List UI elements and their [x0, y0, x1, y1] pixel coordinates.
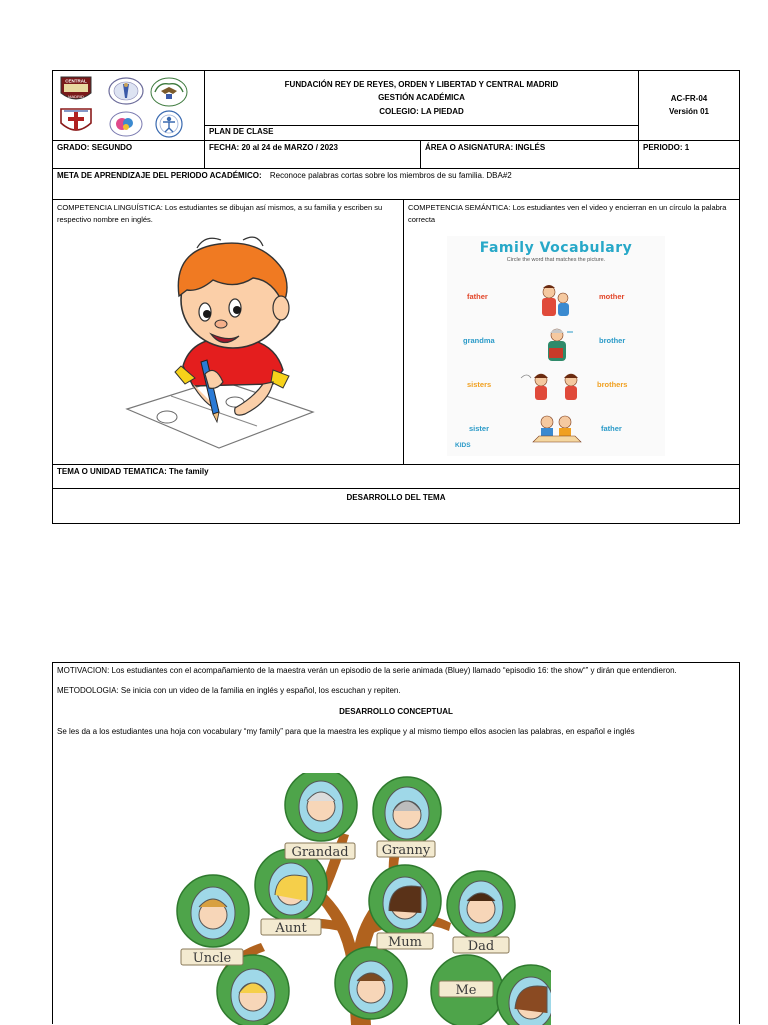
form-version: Versión 01 — [668, 106, 710, 116]
tree-label-mum: Mum — [387, 935, 423, 950]
tree-label-grandad: Grandad — [291, 845, 349, 860]
logos-area — [53, 71, 205, 140]
rey-de-reyes-seal — [107, 76, 145, 106]
tree-label-granny: Granny — [381, 843, 431, 858]
subject-cell: ÁREA O ASIGNATURA: INGLÉS — [421, 141, 639, 168]
school-oval-logo — [109, 111, 143, 137]
development-heading: DESARROLLO DEL TEMA — [346, 493, 446, 502]
info-row — [53, 141, 739, 169]
management-area: GESTIÓN ACADÉMICA — [378, 93, 465, 103]
inclusion-logo — [153, 109, 185, 139]
learning-goal-label: META DE APRENDIZAJE DEL PERIODO ACADÉMICO: — [57, 171, 262, 180]
period-cell: PERIODO: 1 — [643, 143, 690, 152]
reading-picture — [529, 412, 585, 448]
semantic-competency-text: COMPETENCIA SEMÁNTICA: Los estudiantes ven el video y encierran en un círculo la palabra correcta — [408, 203, 727, 224]
word-right: father — [601, 424, 622, 433]
tree-label-uncle: Uncle — [192, 951, 232, 966]
worksheet-brand: KIDS — [455, 442, 471, 449]
family-tree-illustration — [161, 773, 551, 1025]
worksheet-instruction-text: Se les da a los estudiantes una hoja con vocabulary “my family” para que la maestra les explique y al mismo tiempo ellos asocien las palabras, en español e inglés — [57, 726, 635, 736]
document-code — [639, 71, 739, 140]
siblings-picture — [517, 368, 597, 410]
orden-y-libertad-seal — [149, 76, 189, 108]
word-left: grandma — [463, 336, 495, 345]
worksheet-row — [447, 282, 665, 322]
word-right: brother — [599, 336, 626, 345]
tree-label-dad: Dad — [467, 939, 495, 954]
institution-titles — [205, 71, 638, 126]
learning-goal-text: Reconoce palabras cortas sobre los miembros de su familia. DBA#2 — [269, 171, 512, 180]
word-right: mother — [599, 292, 625, 301]
lesson-plan-table — [52, 70, 740, 524]
word-left: sister — [469, 424, 490, 433]
institution-name: FUNDACIÓN REY DE REYES, ORDEN Y LIBERTAD Y CENTRAL MADRID — [284, 79, 559, 89]
header-title-area — [205, 71, 639, 140]
grandma-picture — [539, 326, 575, 366]
worksheet-row — [447, 326, 665, 366]
topic-row — [53, 465, 739, 489]
linguistic-competency-text: COMPETENCIA LINGUÍSTICA: Los estudiantes se dibujan así mismos, a su familia y escriben su respectivo nombre en inglés. — [57, 203, 383, 224]
word-right: brothers — [597, 380, 628, 389]
competencies-row — [53, 200, 739, 465]
plan-label: PLAN DE CLASE — [209, 127, 274, 136]
family-vocabulary-worksheet — [447, 236, 665, 456]
linguistic-competency-cell — [53, 200, 404, 464]
logo-text-top: CENTRAL — [65, 78, 87, 84]
school-name: COLEGIO: LA PIEDAD — [379, 106, 464, 116]
logo-text-bottom: MADRID — [68, 94, 84, 99]
word-left: father — [467, 292, 488, 301]
word-left: sisters — [467, 380, 492, 389]
la-piedad-shield — [59, 107, 93, 138]
conceptual-heading: DESARROLLO CONCEPTUAL — [339, 707, 453, 717]
methodology-text: METODOLOGIA: Se inicia con un video de la familia en inglés y español, los escuchan y repiten. — [57, 685, 401, 695]
development-row — [53, 489, 739, 511]
worksheet-title: Family Vocabulary — [479, 240, 633, 256]
grade-cell: GRADO: SEGUNDO — [53, 141, 205, 168]
boy-drawing-illustration — [123, 234, 319, 456]
motivation-text: MOTIVACION: Los estudiantes con el acompañamiento de la maestra verán un episodio de la serie animada (Bluey) llamado “episodio 16: the show“” y dirán que entendieron. — [57, 666, 677, 675]
learning-goal-row — [53, 169, 739, 200]
semantic-competency-cell — [404, 200, 739, 464]
topic-text: TEMA O UNIDAD TEMATICA: The family — [57, 467, 209, 476]
worksheet-row — [447, 368, 665, 410]
worksheet-row — [447, 412, 665, 454]
lesson-development-section — [52, 662, 740, 1024]
form-code: AC-FR-04 — [670, 93, 708, 103]
central-madrid-logo — [59, 75, 93, 105]
tree-label-me: Me — [455, 983, 477, 998]
family-pair-picture — [533, 282, 579, 322]
worksheet-subtitle: Circle the word that matches the picture. — [506, 257, 606, 263]
date-cell: FECHA: 20 al 24 de MARZO / 2023 — [205, 141, 421, 168]
header-row — [53, 71, 739, 141]
tree-label-aunt: Aunt — [275, 921, 307, 936]
